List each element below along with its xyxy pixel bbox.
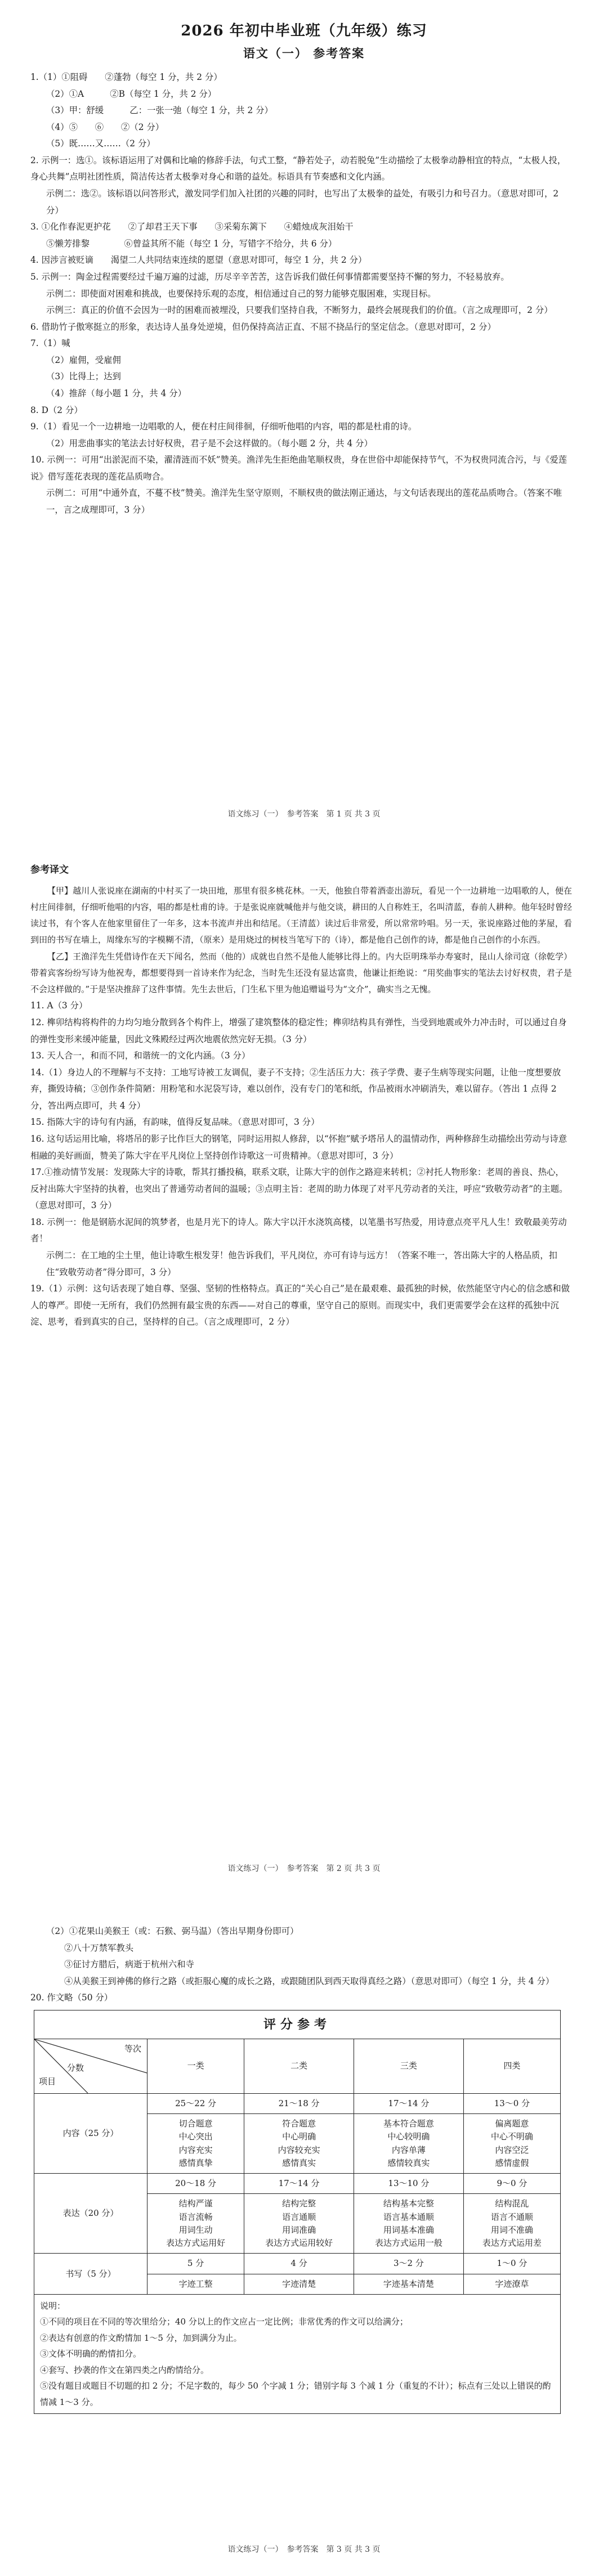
document-title: 2026 年初中毕业班（九年级）练习	[181, 23, 427, 39]
corner-label-grade: 等次	[124, 2043, 141, 2054]
criteria-item: 切合题意	[178, 2119, 213, 2129]
scoring-table-title: 评分参考	[34, 2010, 561, 2039]
criteria-item: 内容充实	[178, 2144, 213, 2155]
answer-line: （5）既……又……（2 分）	[46, 138, 155, 149]
answer-line: 11. A（3 分）	[30, 1000, 88, 1011]
answer-line: 示例二：选②。该标语以问答形式，激发同学们加入社团的兴趣的同时，也写出了太极拳的益处，有吸引力和号召力。（意思对即可，2 分）	[46, 189, 559, 216]
answer-line: 示例二：即使面对困难和挑战，也要保持乐观的态度，相信通过自己的努力能够克服困难，实现目标。	[46, 288, 436, 299]
criteria-item: 用词生动	[178, 2224, 213, 2235]
answer-page-3	[0, 1896, 608, 2576]
answer-line: 16. 这句话运用比喻，将塔吊的影子比作巨大的钢笔，同时运用拟人修辞，以“怀抱”赋予塔吊人的温情动作，两种修辞生动描绘出劳动与诗意相融的美好画面，赞美了陈大宇在平凡岗位上坚持创作诗歌这一可贵精神。（意思对即可，3 分）	[30, 1134, 567, 1161]
criteria-cell: 字迹清楚	[244, 2274, 354, 2294]
answer-page-2	[0, 838, 608, 1896]
criteria-item: 用词准确	[282, 2224, 316, 2235]
row-label-expression: 表达（20 分）	[34, 2174, 147, 2254]
criteria-cell	[244, 2194, 354, 2254]
answer-line: （2）雇佣，受雇佣	[46, 354, 121, 365]
answer-line: 7.（1）喊	[30, 338, 70, 349]
translation-paragraph-yi: 【乙】王渔洋先生凭借诗作在天下闻名，然而（他的）成就也自然不是他人能够比得上的。内大臣明珠举办寿宴时，昆山人徐司寇（徐乾学）带着宾客纷纷写诗为他祝寿，都想要得到一首诗来作为纪念，当时先生还没有显达富贵，他谦让拒绝说：“用奖曲事实的笔法去讨好权贵，君子是不会这样做的。”于是坚决推辞了这件事情。先生去世后，门生私下里为他追赠谥号为“文介”，确实当之无愧。	[30, 951, 572, 995]
criteria-item: 语言不通顺	[490, 2211, 533, 2222]
answer-line: （4）⑤ ⑥ ②（2 分）	[46, 122, 164, 132]
answer-line: 8. D（2 分）	[30, 405, 83, 415]
criteria-item: 结构基本完整	[383, 2198, 434, 2209]
answer-line: （3）比得上；达到	[46, 371, 121, 382]
answer-line: ②八十万禁军教头	[64, 1942, 134, 1953]
answer-line: （2）用悲曲事实的笔法去讨好权贵，君子是不会这样做的。（每小题 2 分，共 4 分）	[46, 438, 373, 448]
score-range: 25～22 分	[147, 2093, 244, 2113]
page2-content	[0, 861, 608, 1331]
criteria-cell	[463, 2114, 560, 2174]
translation-paragraph-jia: 【甲】越川人张说座在湖南的中村买了一块田地，那里有很多桃花林。一天，他独自带着酒壶出游玩，看见一个一边耕地一边唱歌的人，便在村庄间徘徊，仔细听他唱的内容，唱的都是杜甫的诗。于是张说座就喊他并与他交谈，耕田的人自称姓王，名叫清蓝，春前人耕种。他年轻时曾经读过书，有个客人在他家里留住了一年多，这本书流声并出和结尾。（王清蓝）读过后非常爱，所以常常吟唱。另一天，张说座路过他的茅屋，看到田的书写在墙上，周缘东写的字模糊不清，（原来）是用烧过的树枝当笔写下的（诗），都是他自己创作的诗，都是他自己创作的小东西。	[30, 885, 572, 945]
criteria-item: 中心不明确	[490, 2131, 533, 2142]
answer-line: 15. 指陈大宇的诗句有内涵，有韵味，值得反复品味。（意思对即可，3 分）	[30, 1117, 320, 1128]
criteria-cell	[463, 2194, 560, 2254]
criteria-item: 用词不准确	[490, 2224, 533, 2235]
criteria-item: 中心明确	[282, 2131, 316, 2142]
score-range: 3～2 分	[354, 2254, 463, 2274]
answer-line: （2）①A ②B（每空 1 分，共 2 分）	[46, 88, 217, 99]
answer-line: 2. 示例一：选①。该标语运用了对偶和比喻的修辞手法，句式工整，“静若处子，动若脱兔”生动描绘了太极拳动静相宜的特点，“太极人投，身心共舞”点明社团性质，简洁传达者太极拳对身心和谐的益处。标语具有节奏感和文化内涵。	[30, 155, 566, 182]
criteria-item: 感情真实	[282, 2157, 316, 2168]
score-range: 13～10 分	[354, 2174, 463, 2194]
answer-line: 10. 示例一：可用“出淤泥而不染，濯清涟而不妖”赞美。渔洋先生拒绝曲笔顺权贵，身在世俗中却能保持节气，不为权贵同流合污，与《爱莲说》借写莲花表现的莲花品质吻合。	[30, 455, 567, 482]
answer-line: 4. 因涉言被贬谪 渴望二人共同结束连续的愿望（意思对即可，每空 1 分，共 2 分）	[30, 255, 367, 266]
score-range: 20～18 分	[147, 2174, 244, 2194]
criteria-item: 语言基本通顺	[383, 2211, 434, 2222]
score-range: 21～18 分	[244, 2093, 354, 2113]
answer-line: 5. 示例一：陶金过程需要经过千遍万遍的过滤，历尽辛辛苦苦，这告诉我们做任何事情都需要坚持不懈的努力，不轻易放弃。	[30, 271, 509, 282]
note-item: ④套写、抄袭的作文在第四类之内酌情给分。	[40, 2364, 209, 2375]
criteria-item: 表达方式运用差	[482, 2238, 542, 2249]
answer-line: ③征讨方腊后，病逝于杭州六和寺	[64, 1959, 194, 1970]
criteria-item: 语言通顺	[282, 2211, 316, 2222]
criteria-item: 结构完整	[282, 2198, 316, 2209]
note-item: ③文体不明确的酌情扣分。	[40, 2349, 142, 2359]
section-title: 参考译文	[30, 864, 69, 876]
criteria-item: 中心较明确	[387, 2131, 430, 2142]
note-item: ⑤没有题目或题目不切题的扣 2 分；不足字数的，每少 50 个字减 1 分；错别字每 3 个减 1 分（重复的不计）；标点有三处以上错误的酌情减 1～3 分。	[40, 2381, 551, 2407]
criteria-item: 感情较真实	[387, 2157, 430, 2168]
answer-line: （3）甲：舒缓 乙：一张一弛（每空 1 分，共 2 分）	[46, 105, 273, 116]
criteria-item: 用词基本准确	[383, 2224, 434, 2235]
criteria-cell: 字迹潦草	[463, 2274, 560, 2294]
answer-line: ⑤懒芳排黎 ⑥曾益其所不能（每空 1 分，写错字不给分，共 6 分）	[46, 238, 337, 249]
answer-line: 示例二：可用“中通外直，不蔓不枝”赞美。渔洋先生坚守原则，不顺权贵的做法刚正通达，与文句话表现出的莲花品质吻合。（答案不唯一，言之成理即可，3 分）	[46, 488, 562, 515]
score-range: 17～14 分	[354, 2093, 463, 2113]
answer-line: 14.（1）身边人的不理解与不支持：工地写诗被工友调侃，妻子不支持；②生活压力大：孩子学费、妻子生病等现实问题，让他一度想要放弃，撕毁诗稿；③创作条件简陋：用粉笔和水泥袋写诗，难以创作，没有专门的笔和纸，作品被雨水冲刷消失，难以留存。（答出 1 点得 2 分，答出两点即可，共 4 分）	[30, 1067, 561, 1111]
grade-header: 一类	[147, 2039, 244, 2093]
page3-content	[0, 1896, 608, 2414]
row-label-writing: 书写（5 分）	[34, 2254, 147, 2295]
answer-line: 6. 借助竹子傲寒挺立的形象，表达诗人虽身处逆境，但仍保持高洁正直、不屈不挠品行的坚定信念。（意思对即可，2 分）	[30, 321, 496, 332]
criteria-item: 结构混乱	[495, 2198, 529, 2209]
answer-line: （2）①花果山美猴王（或：石猴、弼马温）（答出早期身份即可）	[46, 1926, 299, 1936]
criteria-cell	[354, 2194, 463, 2254]
answer-line: 17.①推动情节发展：发现陈大宇的诗歌，帮其打播投稿，联系文联，让陈大宇的创作之路迎来转机；②衬托人物形象：老周的善良、热心，反衬出陈大宇坚持的执着，也突出了普通劳动者间的温暖；③点明主旨：老周的助力体现了对平凡劳动者的关注，呼应“致敬劳动者”的主题。（意思对即可，3 分）	[30, 1167, 568, 1211]
score-range: 17～14 分	[244, 2174, 354, 2194]
criteria-cell: 字迹基本清楚	[354, 2274, 463, 2294]
criteria-item: 偏离题意	[495, 2119, 529, 2129]
answer-line: 12. 榫卯结构将构件的力均匀地分散到各个构件上，增强了建筑整体的稳定性；榫卯结构具有弹性，当受到地震或外力冲击时，可以通过自身的弹性变形来缓冲能量，因此文殊殿经过两次地震依然完好无损。（3 分）	[30, 1017, 567, 1044]
score-range: 9～0 分	[463, 2174, 560, 2194]
criteria-cell: 字迹工整	[147, 2274, 244, 2294]
notes-title: 说明：	[40, 2300, 66, 2311]
criteria-cell	[244, 2114, 354, 2174]
answer-line: 3. ①化作春泥更护花 ②了却君王天下事 ③采菊东篱下 ④蜡烛成灰泪始干	[30, 222, 354, 232]
criteria-cell	[147, 2114, 244, 2174]
table-corner-cell	[34, 2039, 147, 2093]
scoring-notes	[34, 2295, 561, 2415]
note-item: ②表达有创意的作文酌情加 1～5 分，加到满分为止。	[40, 2332, 242, 2343]
answer-line: 18. 示例一：他是钢筋水泥间的筑梦者，也是月光下的诗人。陈大宇以汗水浇筑高楼，以笔墨书写热爱，用诗意点亮平凡人生！致敬最美劳动者！	[30, 1217, 567, 1244]
criteria-item: 中心突出	[178, 2131, 213, 2142]
page-footer: 语文练习（一） 参考答案 第 3 页 共 3 页	[227, 2545, 381, 2554]
scoring-table	[34, 2010, 561, 2295]
document-subtitle: 语文（一） 参考答案	[243, 46, 365, 60]
corner-label-score: 分数	[67, 2062, 84, 2073]
answer-line: 示例三：真正的价值不会因为一时的困难而被埋没，只要我们坚持自我，不断努力，最终会展现我们的价值。（言之成理即可，2 分）	[46, 305, 553, 316]
criteria-item: 内容较充实	[278, 2144, 320, 2155]
answer-line: 20. 作文略（50 分）	[30, 1992, 113, 2003]
score-range: 1～0 分	[463, 2254, 560, 2274]
answer-line: 示例二：在工地的尘土里，他让诗歌生根发芽！他告诉我们，平凡岗位，亦可有诗与远方！（答案不唯一，答出陈大宇的人格品质，扣住“致敬劳动者”得分即可，3 分）	[46, 1250, 558, 1277]
page-footer: 语文练习（一） 参考答案 第 2 页 共 3 页	[227, 1864, 381, 1873]
answer-line: 9.（1）看见一个一边耕地一边唱歌的人，便在村庄间徘徊，仔细听他唱的内容，唱的都是杜甫的诗。	[30, 421, 417, 432]
criteria-item: 内容空泛	[495, 2144, 529, 2155]
answer-line: 1.（1）①阻碍 ②蓬勃（每空 1 分，共 2 分）	[30, 72, 222, 82]
answer-line: ④从美猴王到神佛的修行之路（或拒服心魔的成长之路，或跟随团队到西天取得真经之路）（意思对即可）（每空 1 分，共 4 分）	[64, 1976, 555, 1986]
criteria-cell	[354, 2114, 463, 2174]
criteria-item: 表达方式运用一般	[374, 2238, 442, 2249]
criteria-item: 感情真挚	[178, 2157, 213, 2168]
criteria-item: 内容单薄	[391, 2144, 426, 2155]
answer-line: （4）推辞（每小题 1 分，共 4 分）	[46, 388, 187, 398]
answer-line: 13. 天人合一，和而不同，和谐统一的文化内涵。（3 分）	[30, 1051, 251, 1061]
page-footer: 语文练习（一） 参考答案 第 1 页 共 3 页	[227, 810, 381, 819]
criteria-item: 结构严谨	[178, 2198, 213, 2209]
note-item: ①不同的项目在不同的等次里给分；40 分以上的作文应占一定比例；非常优秀的作文可以给满分；	[40, 2317, 408, 2327]
score-range: 4 分	[244, 2254, 354, 2274]
corner-label-item: 项目	[39, 2076, 56, 2086]
criteria-cell	[147, 2194, 244, 2254]
row-label-content: 内容（25 分）	[34, 2093, 147, 2173]
scoring-table-wrapper	[34, 2010, 561, 2415]
criteria-item: 表达方式运用好	[166, 2238, 226, 2249]
score-range: 5 分	[147, 2254, 244, 2274]
score-range: 13～0 分	[463, 2093, 560, 2113]
answer-page-1	[0, 0, 608, 838]
criteria-item: 表达方式运用较好	[265, 2238, 333, 2249]
page1-answer-list	[0, 69, 608, 519]
criteria-item: 语言流畅	[178, 2211, 213, 2222]
grade-header: 三类	[354, 2039, 463, 2093]
grade-header: 四类	[463, 2039, 560, 2093]
answer-line: 19.（1）示例：这句话表现了她自尊、坚强、坚韧的性格特点。真正的“关心自己”是在最艰难、最孤独的时候，依然能坚守内心的信念感和做人的尊严。即使一无所有，我们仍然拥有最宝贵的东西——对自己的尊重，坚守自己的原则。而现实中，我们更需要学会在这样的孤独中沉淀、思考，看到真实的自己，坚持样的自己。（言之成理即可，2 分）	[30, 1283, 570, 1327]
criteria-item: 感情虚假	[495, 2157, 529, 2168]
criteria-item: 基本符合题意	[383, 2119, 434, 2129]
grade-header: 二类	[244, 2039, 354, 2093]
criteria-item: 符合题意	[282, 2119, 316, 2129]
